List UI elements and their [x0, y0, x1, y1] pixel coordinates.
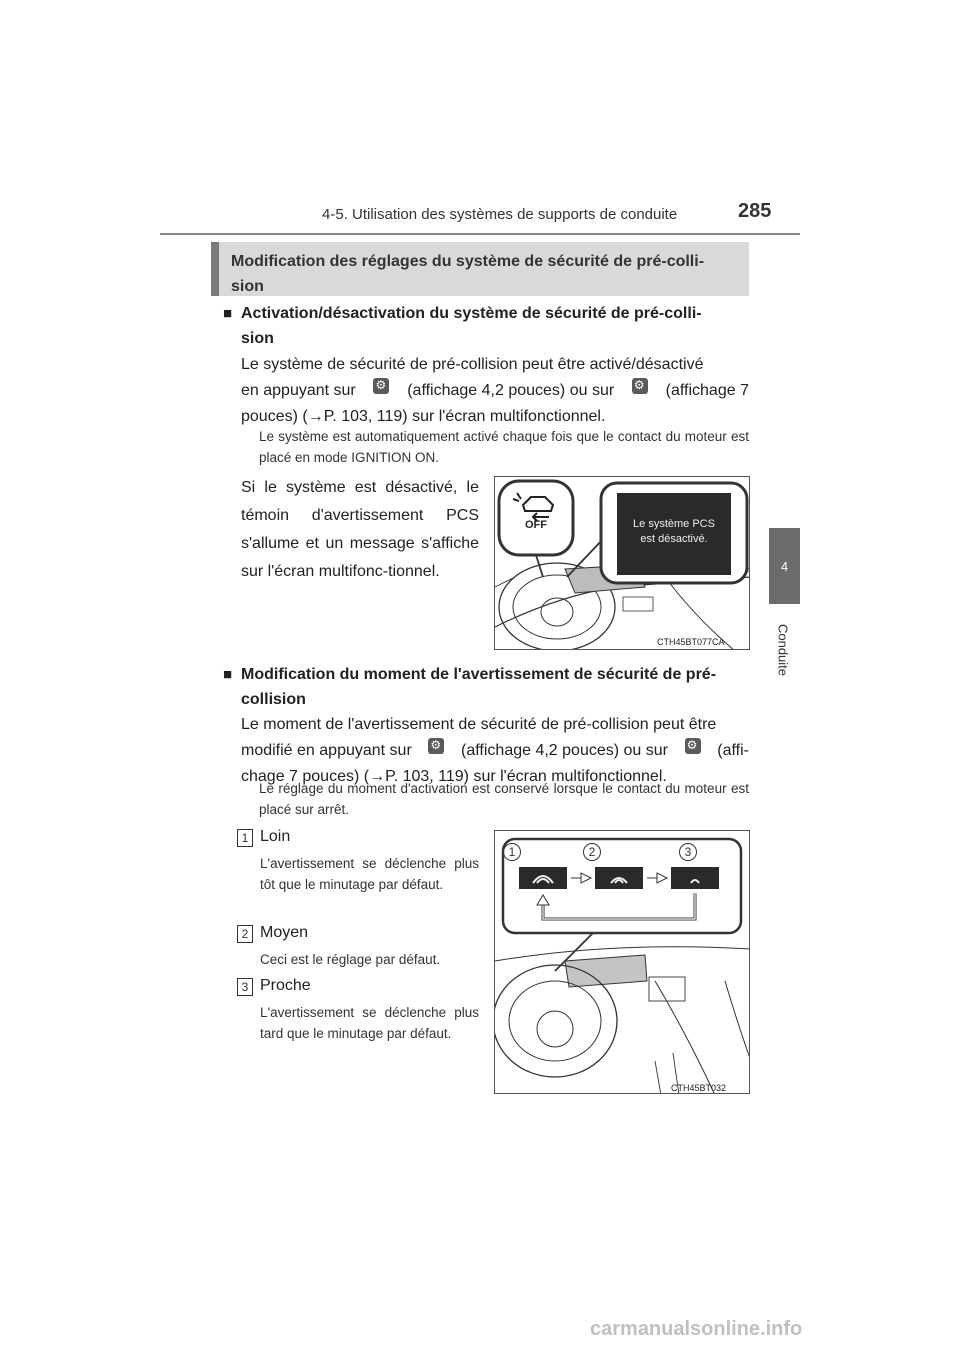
block2-p1-line2	[241, 738, 749, 764]
item-number-3: 3	[237, 978, 253, 996]
block1-p1-text-c: (affichage 7	[665, 382, 749, 399]
chapter-label	[758, 620, 808, 680]
fig-num-3: 3	[679, 843, 697, 861]
item-desc-medium: Ceci est le réglage par défaut.	[260, 952, 441, 967]
item-desc-close: L'avertissement se déclenche plus tard que le minutage par défaut.	[260, 1005, 479, 1041]
settings-icon	[428, 738, 444, 754]
block2-p1-text-b: (affichage 4,2 pouces) ou sur	[461, 742, 668, 759]
bullet-square-icon: ■	[223, 666, 233, 683]
item-desc-far: L'avertissement se déclenche plus tôt que le minutage par défaut.	[260, 856, 479, 892]
block2-p1-line3: chage 7 pouces) (→P. 103, 119) sur l'écran multifonctionnel.	[241, 768, 667, 785]
block1-p1-line2	[241, 378, 749, 404]
block1-title-line1: Activation/désactivation du système de sécurité de pré-colli-	[241, 305, 702, 322]
block1-paragraph2: Si le système est désactivé, le témoin d'avertissement PCS s'allume et un message s'affiche sur l'écran multifonc-tionnel.	[241, 479, 479, 580]
fig-num-1: 1	[503, 843, 521, 861]
item-title-medium: Moyen	[260, 924, 309, 941]
item-number-2: 2	[237, 925, 253, 943]
settings-icon-7inch	[685, 738, 701, 754]
block2-title-line1: Modification du moment de l'avertissement de sécurité de pré-	[241, 666, 717, 683]
bullet-square-icon: ■	[223, 305, 233, 322]
block1-title-line2: sion	[241, 330, 274, 347]
block1-p1-text-b: (affichage 4,2 pouces) ou sur	[407, 382, 615, 399]
fig-num-2: 2	[583, 843, 601, 861]
figure-code: CTH45BT077CA	[657, 637, 725, 647]
settings-icon-7inch	[632, 378, 648, 394]
item-title-far: Loin	[260, 828, 291, 845]
item-title-close: Proche	[260, 977, 311, 994]
section-title	[211, 242, 749, 296]
warning-timing-figure	[494, 830, 750, 1094]
chapter-tab	[769, 528, 800, 604]
off-indicator-label: OFF	[525, 519, 547, 531]
block2-p1-text-c: (affi-	[717, 742, 749, 759]
block2-title	[223, 662, 749, 712]
running-header: 4-5. Utilisation des systèmes de supports de conduite	[322, 206, 678, 223]
block1-title	[223, 301, 749, 351]
block1-note: Le système est automatiquement activé chaque fois que le contact du moteur est placé en mode IGNITION ON.	[259, 429, 749, 465]
figure-code: CTH45BT032	[671, 1083, 727, 1093]
block2-p1-text-a: modifié en appuyant sur	[241, 742, 412, 759]
section-title-line2: sion	[231, 278, 264, 295]
screen-message-line1: Le système PCS	[633, 518, 715, 530]
block2-note: Le réglage du moment d'activation est conservé lorsque le contact du moteur est placé sur arrêt.	[259, 781, 749, 817]
page-number: 285	[738, 200, 772, 222]
block1-p1-line3: pouces) (→P. 103, 119) sur l'écran multifonctionnel.	[241, 408, 606, 425]
watermark: carmanualsonline.info	[590, 1318, 803, 1340]
timing-illustration	[495, 831, 750, 1094]
chapter-number: 4	[780, 558, 789, 574]
block1-p1-text-a: en appuyant sur	[241, 382, 356, 399]
dashboard-illustration	[495, 477, 750, 650]
block2-title-line2: collision	[241, 691, 306, 708]
item-number-1: 1	[237, 829, 253, 847]
block2-p1-line1: Le moment de l'avertissement de sécurité de pré-collision peut être	[241, 716, 717, 733]
block1-p1-line1: Le système de sécurité de pré-collision peut être activé/désactivé	[241, 356, 704, 373]
mid-screen-message	[617, 517, 731, 547]
screen-message-line2: est désactivé.	[640, 533, 708, 545]
header-divider	[160, 233, 800, 235]
pcs-off-figure	[494, 476, 750, 650]
block1-paragraph	[241, 352, 749, 430]
settings-icon	[373, 378, 389, 394]
section-title-line1: Modification des réglages du système de sécurité de pré-colli-	[231, 253, 705, 270]
chapter-name: Conduite	[775, 623, 791, 677]
